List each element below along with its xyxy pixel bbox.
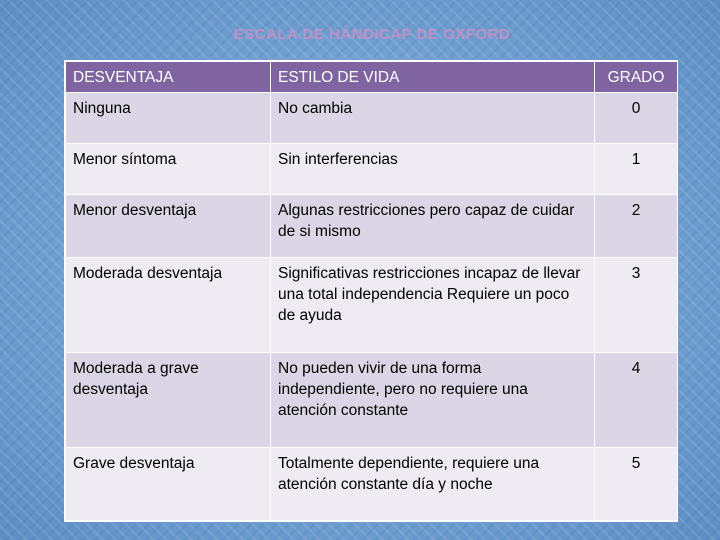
cell-grado: 4 (595, 353, 678, 448)
column-header-desventaja: DESVENTAJA (66, 62, 271, 93)
slide-title: ESCALA DE HÁNDICAP DE OXFORD (233, 26, 511, 43)
table-header-row (66, 62, 678, 93)
cell-estilo-de-vida: Totalmente dependiente, requiere una atención constante día y noche (271, 448, 595, 521)
cell-desventaja: Menor síntoma (66, 144, 271, 195)
cell-grado: 2 (595, 195, 678, 258)
cell-desventaja: Moderada desventaja (66, 258, 271, 353)
cell-grado: 3 (595, 258, 678, 353)
cell-desventaja: Grave desventaja (66, 448, 271, 521)
handicap-table-container (64, 60, 678, 522)
cell-desventaja: Ninguna (66, 93, 271, 144)
table-row (66, 144, 678, 195)
table-row (66, 258, 678, 353)
table-row (66, 195, 678, 258)
table-row (66, 93, 678, 144)
handicap-table (65, 61, 678, 521)
cell-desventaja: Menor desventaja (66, 195, 271, 258)
cell-grado: 5 (595, 448, 678, 521)
cell-desventaja: Moderada a grave desventaja (66, 353, 271, 448)
table-row (66, 353, 678, 448)
cell-estilo-de-vida: Sin interferencias (271, 144, 595, 195)
cell-estilo-de-vida: Algunas restricciones pero capaz de cuidar de si mismo (271, 195, 595, 258)
column-header-grado: GRADO (595, 62, 678, 93)
table-row (66, 448, 678, 521)
cell-estilo-de-vida: No pueden vivir de una forma independiente, pero no requiere una atención constante (271, 353, 595, 448)
cell-estilo-de-vida: No cambia (271, 93, 595, 144)
column-header-estilo-de-vida: ESTILO DE VIDA (271, 62, 595, 93)
cell-estilo-de-vida: Significativas restricciones incapaz de llevar una total independencia Requiere un poco de ayuda (271, 258, 595, 353)
cell-grado: 1 (595, 144, 678, 195)
cell-grado: 0 (595, 93, 678, 144)
